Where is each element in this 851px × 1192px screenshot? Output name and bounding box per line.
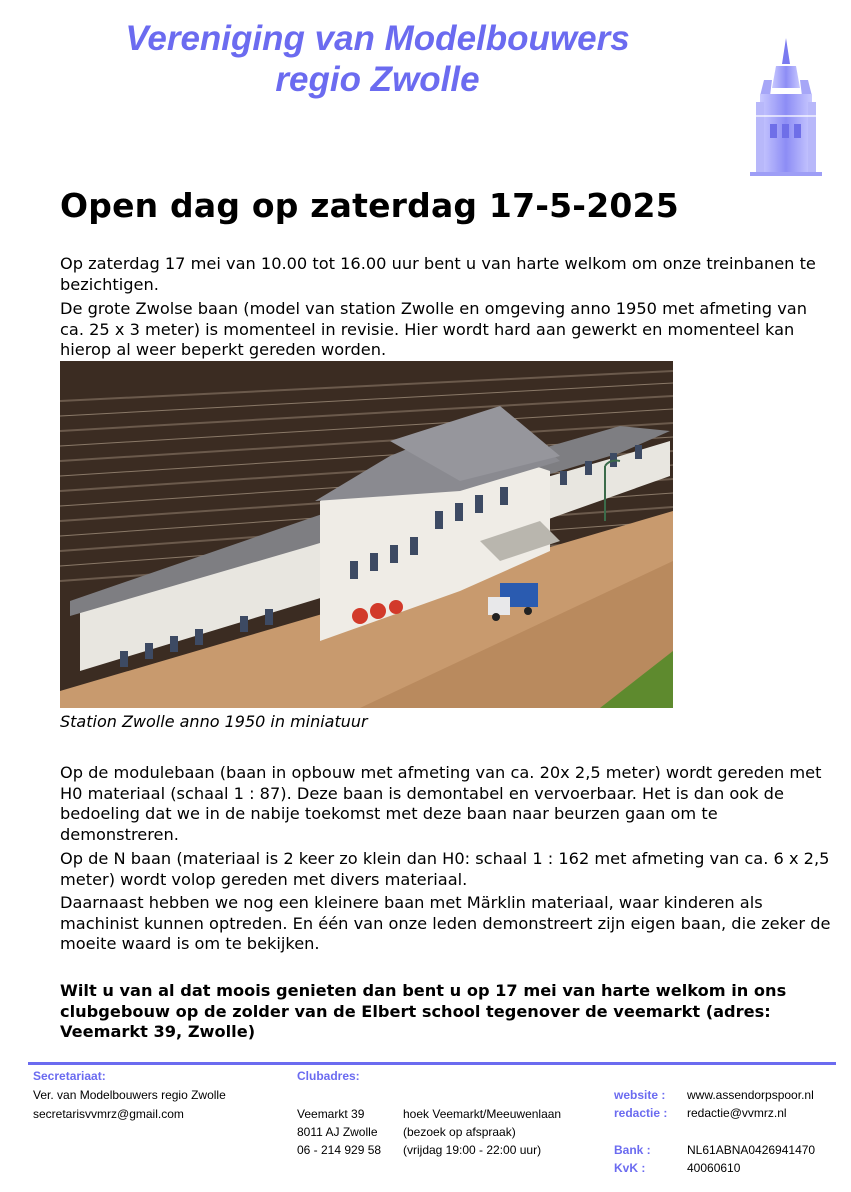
redactie-email[interactable]: redactie@vvmrz.nl: [687, 1106, 787, 1120]
footer-divider: [28, 1062, 836, 1065]
secretariaat-name: Ver. van Modelbouwers regio Zwolle: [33, 1088, 226, 1102]
station-model-photo: [60, 361, 673, 708]
club-hours: (vrijdag 19:00 - 22:00 uur): [403, 1143, 542, 1157]
kvk-value: 40060610: [687, 1161, 741, 1175]
secretariaat-heading: Secretariaat:: [33, 1069, 106, 1083]
n-baan-paragraph: Op de N baan (materiaal is 2 keer zo klein dan H0: schaal 1 : 162 met afmeting van ca. 6 x 2,5 meter) wordt volop gereden met divers materiaal.: [60, 849, 830, 889]
organization-title: [0, 18, 755, 100]
clubadres-heading: Clubadres:: [297, 1069, 360, 1083]
modulebaan-paragraph: Op de modulebaan (baan in opbouw met afmeting van ca. 20x 2,5 meter) wordt gereden met H0 materiaal (schaal 1 : 87). Deze baan is demontabel en vervoerbaar. Het is dan ook de bedoeling dat we in de nabije toekomst met deze baan naar beurzen gaan om te demonstreren.: [60, 763, 822, 844]
zwolse-baan-paragraph: De grote Zwolse baan (model van station Zwolle en omgeving anno 1950 met afmeting van ca. 25 x 3 meter) is momenteel in revisie. Hier wordt hard aan gewerkt en momenteel kan hierop al weer beperkt gereden worden.: [60, 299, 807, 359]
club-corner: hoek Veemarkt/Meeuwenlaan: [403, 1107, 562, 1121]
photo-caption: Station Zwolle anno 1950 in miniatuur: [60, 712, 368, 731]
tower-logo-icon: [750, 36, 822, 176]
bank-label: Bank :: [614, 1143, 651, 1157]
club-postal-city: 8011 AJ Zwolle: [297, 1125, 378, 1139]
bank-value: NL61ABNA0426941470: [687, 1143, 816, 1157]
club-street: Veemarkt 39: [297, 1107, 365, 1121]
marklin-paragraph: Daarnaast hebben we nog een kleinere baan met Märklin materiaal, waar kinderen als machinist kunnen optreden. En één van onze leden demonstreert zijn eigen baan, die zeker de moeite waard is om te bekijken.: [60, 893, 831, 953]
club-visit-note: (bezoek op afspraak): [403, 1125, 516, 1139]
intro-paragraph: Op zaterdag 17 mei van 10.00 tot 16.00 uur bent u van harte welkom om onze treinbanen te bezichtigen.: [60, 254, 816, 294]
secretariaat-email[interactable]: secretarisvvmrz@gmail.com: [33, 1107, 184, 1121]
organization-title-line1: Vereniging van Modelbouwers: [125, 19, 630, 58]
website-label: website :: [614, 1088, 666, 1102]
club-phone: 06 - 214 929 58: [297, 1143, 382, 1157]
page-title: Open dag op zaterdag 17-5-2025: [60, 186, 679, 225]
kvk-label: KvK :: [614, 1161, 646, 1175]
redactie-label: redactie :: [614, 1106, 668, 1120]
closing-invitation: Wilt u van al dat moois genieten dan bent u op 17 mei van harte welkom in ons clubgebouw op de zolder van de Elbert school tegenover de veemarkt (adres: Veemarkt 39, Zwolle): [60, 981, 787, 1041]
organization-title-line2: regio Zwolle: [275, 60, 480, 99]
website-link[interactable]: www.assendorpspoor.nl: [687, 1088, 814, 1102]
